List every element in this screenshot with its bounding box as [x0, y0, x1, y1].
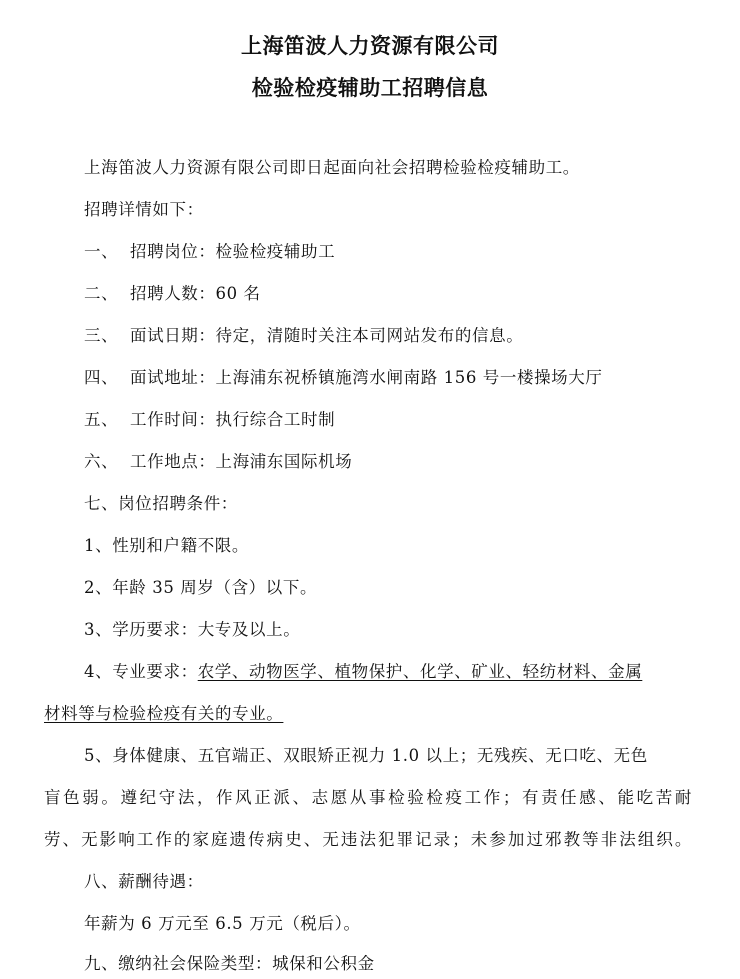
condition-health-cont: 盲色弱。遵纪守法，作风正派、志愿从事检验检疫工作；有责任感、能吃苦耐 [44, 788, 692, 807]
item-work-location [84, 451, 352, 473]
salary-heading: 八、薪酬待遇： [84, 872, 204, 891]
item-text: 招聘岗位：检验检疫辅助工 [130, 242, 336, 261]
item-number: 六、 [84, 452, 119, 471]
condition-health-cont: 劳、无影响工作的家庭遗传病史、无违法犯罪记录；未参加过邪教等非法组织。 [44, 830, 692, 849]
condition-gender: 1、性别和户籍不限。 [84, 536, 249, 555]
item-position [84, 241, 335, 263]
condition-major-cont [44, 703, 283, 725]
condition-education: 3、学历要求：大专及以上。 [84, 620, 301, 639]
item-text: 面试地址：上海浦东祝桥镇施湾水闸南路 156 号一楼操场大厅 [130, 368, 603, 387]
item-number: 三、 [84, 326, 119, 345]
condition-major-list-cont: 材料等与检验检疫有关的专业。 [44, 704, 284, 723]
item-text: 工作地点：上海浦东国际机场 [130, 452, 353, 471]
condition-age: 2、年龄 35 周岁（含）以下。 [84, 578, 318, 597]
item-text: 招聘人数：60 名 [130, 284, 261, 303]
item-number: 二、 [84, 284, 119, 303]
intro-paragraph: 上海笛波人力资源有限公司即日起面向社会招聘检验检疫辅助工。 [84, 158, 580, 177]
details-heading: 招聘详情如下： [84, 200, 204, 219]
item-number: 一、 [84, 242, 119, 261]
item-number: 四、 [84, 368, 119, 387]
condition-health: 5、身体健康、五官端正、双眼矫正视力 1.0 以上；无残疾、无口吃、无色 [84, 746, 648, 765]
item-text: 面试日期：待定，清随时关注本司网站发布的信息。 [130, 326, 524, 345]
condition-major-label: 4、专业要求： [84, 662, 198, 681]
item-interview-address [84, 367, 602, 389]
document-title: 检验检疫辅助工招聘信息 [251, 76, 489, 100]
insurance-line: 九、缴纳社会保险类型：城保和公积金 [84, 954, 375, 973]
item-working-hours [84, 409, 335, 431]
item-text: 工作时间：执行综合工时制 [130, 410, 336, 429]
item-number: 五、 [84, 410, 119, 429]
salary-text: 年薪为 6 万元至 6.5 万元（税后）。 [84, 914, 361, 933]
condition-major [84, 661, 642, 683]
item-interview-date [84, 325, 523, 347]
conditions-heading: 七、岗位招聘条件： [84, 494, 238, 513]
condition-major-list: 农学、动物医学、植物保护、化学、矿业、轻纺材料、金属 [197, 662, 643, 681]
company-title: 上海笛波人力资源有限公司 [241, 34, 499, 58]
item-headcount [84, 283, 261, 305]
